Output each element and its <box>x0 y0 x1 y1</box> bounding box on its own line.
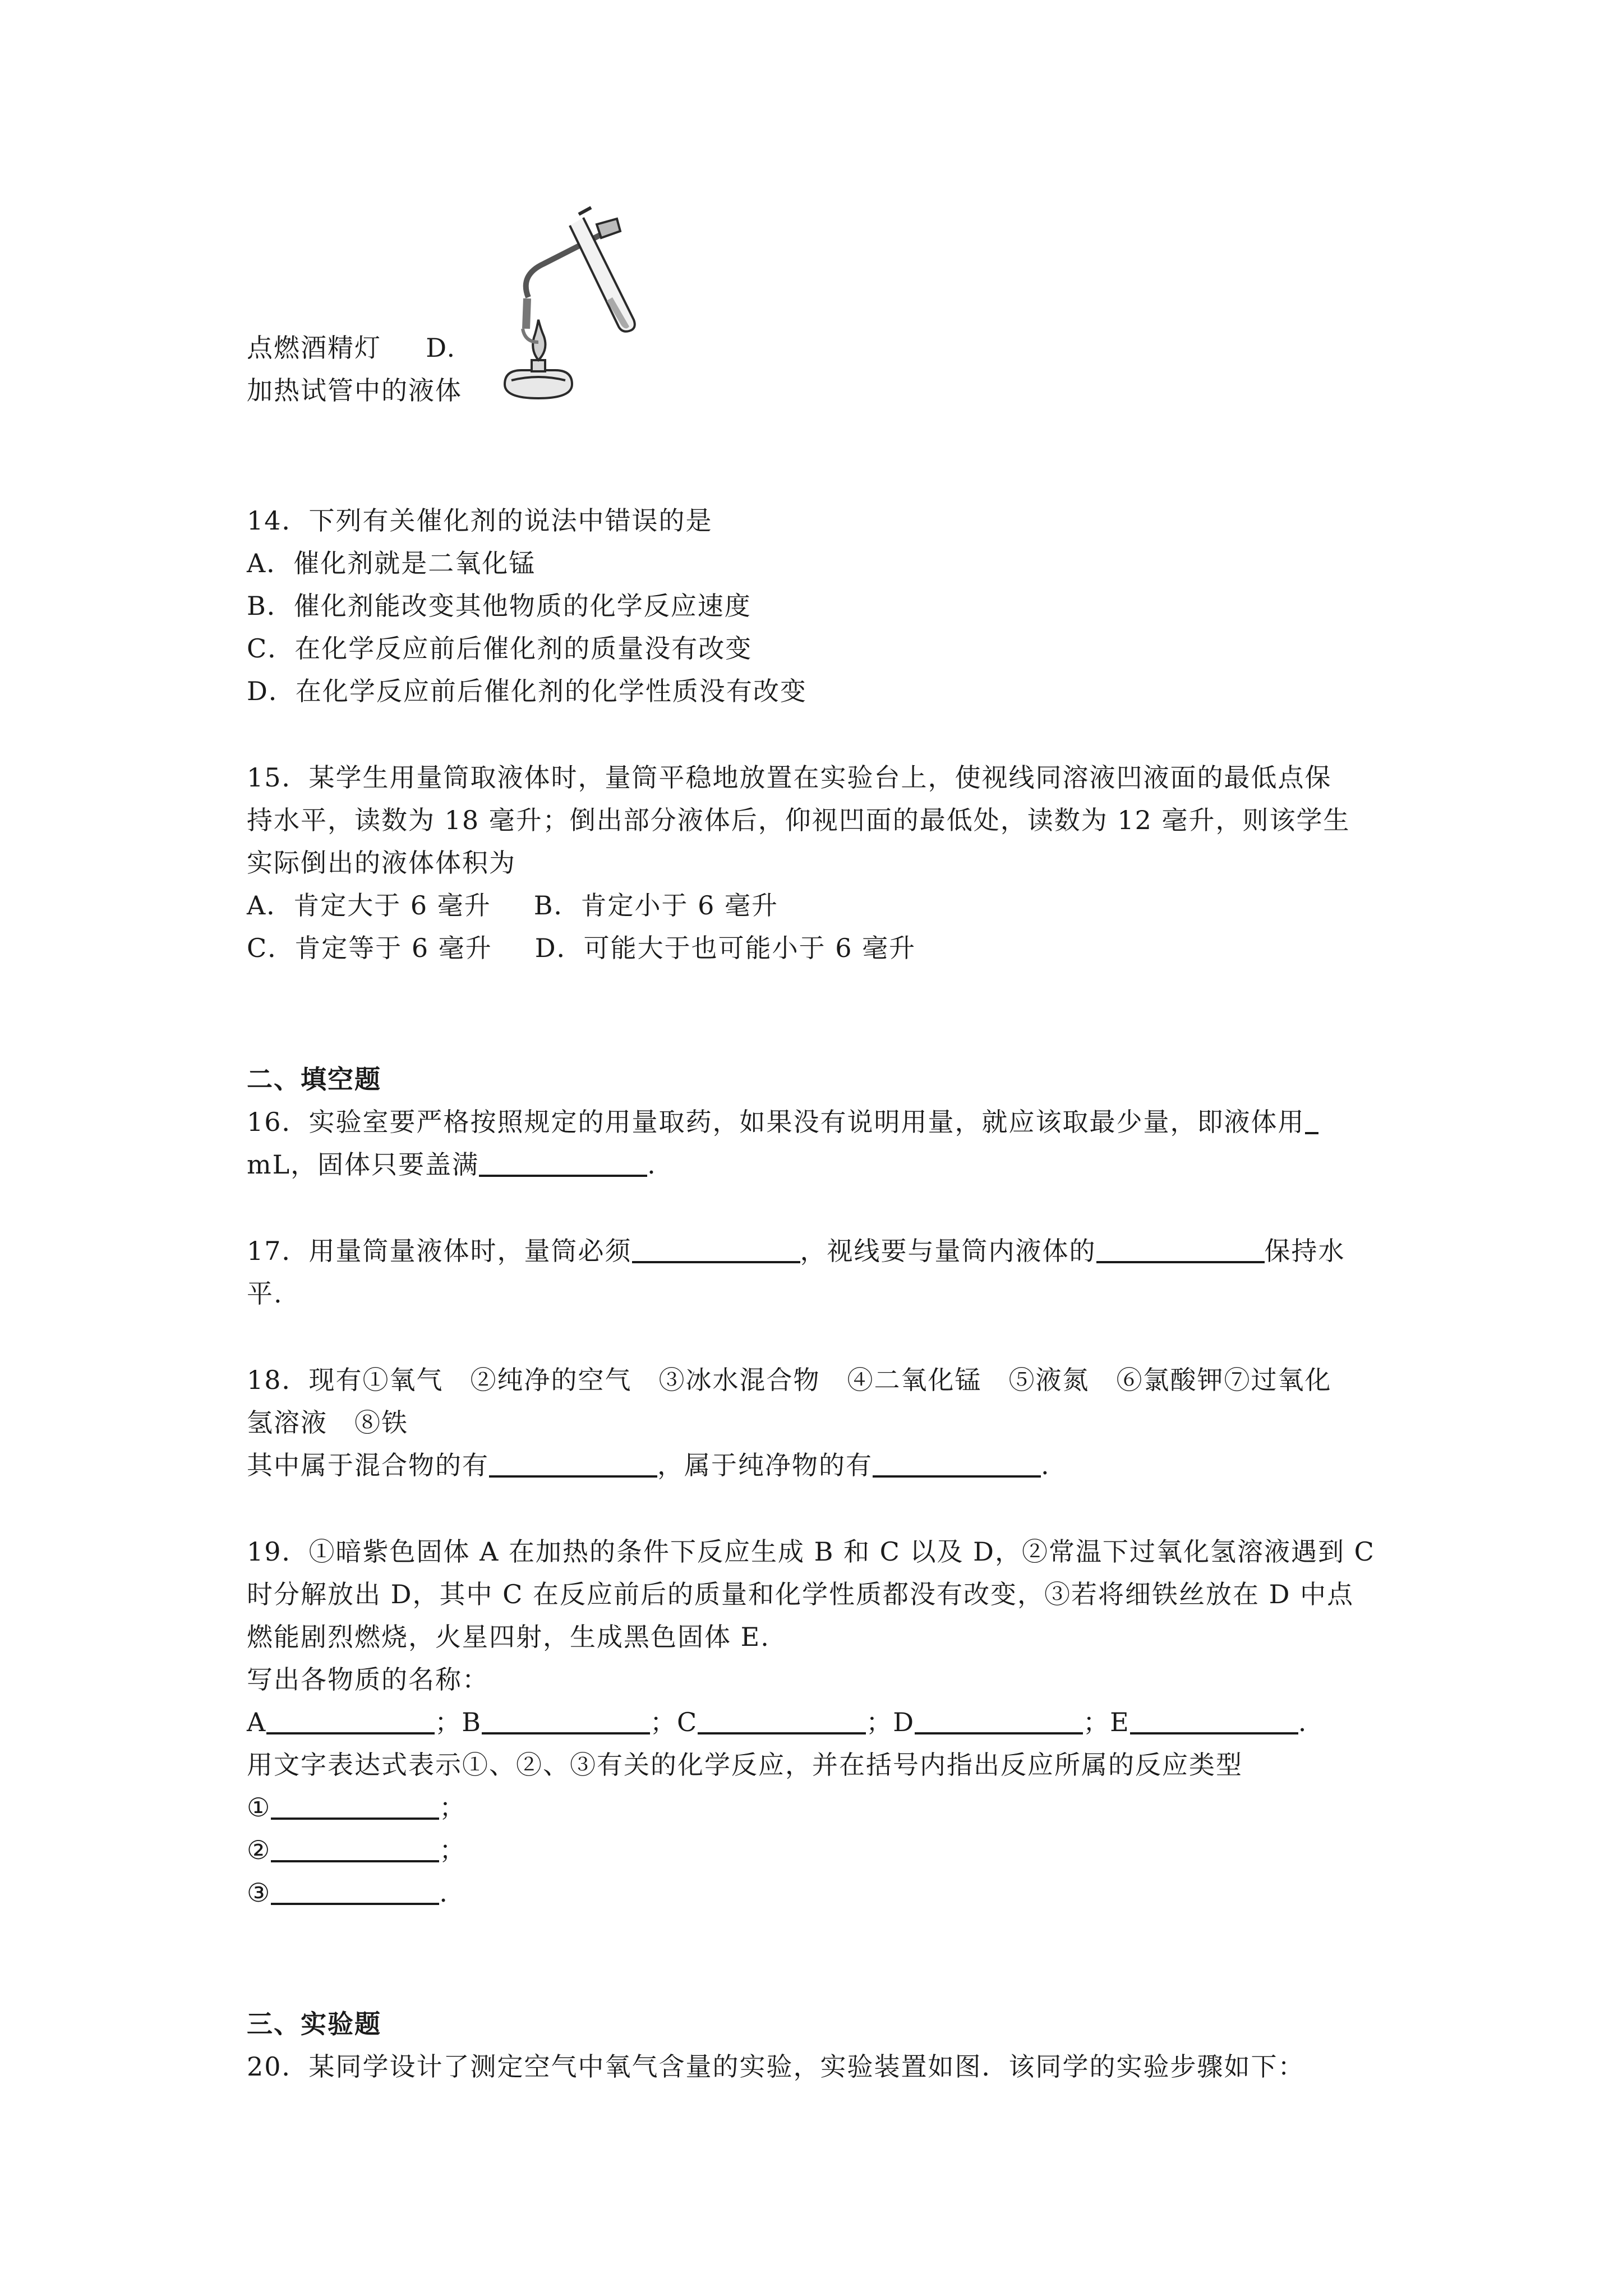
q16-blank-2[interactable] <box>479 1149 647 1177</box>
q17-blank-1[interactable] <box>632 1235 800 1263</box>
q16-text-2: mL，固体只要盖满 <box>247 1149 479 1180</box>
q19-eq-2 <box>247 1833 466 1867</box>
q15-stem-line2: 持水平，读数为 18 毫升；倒出部分液体后，仰视凹面的最低处，读数为 12 毫升，则该学生 <box>247 805 1350 835</box>
q14-option-b: B．催化剂能改变其他物质的化学反应速度 <box>247 591 751 621</box>
q19-names-line <box>247 1705 1307 1739</box>
q19-names-end: . <box>1298 1707 1308 1737</box>
q16-line1 <box>247 1105 1318 1139</box>
q18-text-2: ，属于纯净物的有 <box>657 1450 873 1480</box>
q18-line3 <box>247 1448 1050 1482</box>
q15-options-row1 <box>247 889 778 922</box>
q14-option-d: D．在化学反应前后催化剂的化学性质没有改变 <box>247 676 807 706</box>
q17-text-3: 保持水 <box>1264 1236 1345 1266</box>
q15-option-b: B．肯定小于 6 毫升 <box>533 890 779 921</box>
q19-eq-1 <box>247 1791 466 1824</box>
q15-stem-line1: 15．某学生用量筒取液体时，量筒平稳地放置在实验台上，使视线同溶液凹液面的最低点保 <box>247 762 1332 793</box>
q16-text-1: 16．实验室要严格按照规定的用量取药，如果没有说明用量，就应该取最少量，即液体用 <box>247 1107 1305 1137</box>
q19-name-d-label: ；D <box>866 1707 915 1737</box>
section-3-title: 三、实验题 <box>247 2009 381 2039</box>
q19-blank-d[interactable] <box>915 1706 1083 1734</box>
q13-option-c-line <box>247 331 456 365</box>
q15-option-d: D．可能大于也可能小于 6 毫升 <box>534 933 916 963</box>
q19-eq-1-mark: ① <box>247 1792 271 1823</box>
q19-eq-2-end: ； <box>439 1835 467 1865</box>
test-tube-heating-figure <box>471 202 656 404</box>
q18-text-1: 其中属于混合物的有 <box>247 1450 489 1480</box>
q19-eq-3 <box>247 1876 449 1910</box>
q16-line2 <box>247 1148 657 1181</box>
q19-eq-1-end: ； <box>439 1792 467 1823</box>
q19-blank-c[interactable] <box>698 1706 866 1734</box>
q13-option-d-label: D. <box>426 333 457 363</box>
q14-stem: 14．下列有关催化剂的说法中错误的是 <box>247 505 713 536</box>
q14-option-a: A．催化剂就是二氧化锰 <box>247 548 536 578</box>
q19-eq-3-blank[interactable] <box>271 1877 439 1905</box>
q17-line2: 平. <box>247 1278 283 1309</box>
q19-name-a-label: A <box>247 1707 267 1737</box>
q19-eq-2-blank[interactable] <box>271 1834 439 1862</box>
q15-options-row2 <box>247 931 916 965</box>
q17-text-1: 17．用量筒量液体时，量筒必须 <box>247 1236 632 1266</box>
q16-end: . <box>647 1149 657 1180</box>
q19-eq-3-mark: ③ <box>247 1878 271 1908</box>
q17-line1 <box>247 1234 1345 1268</box>
q18-blank-mixtures[interactable] <box>489 1450 657 1478</box>
q13-option-c-text: 点燃酒精灯 <box>247 333 381 363</box>
q16-blank-1[interactable] <box>1305 1106 1318 1134</box>
q13-option-d-text: 加热试管中的液体 <box>247 375 462 406</box>
q20-line1: 20．某同学设计了测定空气中氧气含量的实验，实验装置如图．该同学的实验步骤如下： <box>247 2051 1305 2082</box>
q17-text-2: ，视线要与量筒内液体的 <box>800 1236 1096 1266</box>
q19-line6: 用文字表达式表示①、②、③有关的化学反应，并在括号内指出反应所属的反应类型 <box>247 1750 1243 1780</box>
q19-eq-2-mark: ② <box>247 1835 271 1865</box>
q19-blank-a[interactable] <box>266 1706 435 1734</box>
q18-blank-pure[interactable] <box>873 1450 1041 1478</box>
q19-name-c-label: ；C <box>650 1707 698 1737</box>
q15-stem-line3: 实际倒出的液体体积为 <box>247 848 516 878</box>
q14-option-c: C．在化学反应前后催化剂的质量没有改变 <box>247 633 753 664</box>
section-2-title: 二、填空题 <box>247 1064 381 1094</box>
q19-line3: 燃能剧烈燃烧，火星四射，生成黑色固体 E. <box>247 1622 770 1652</box>
q15-option-c: C．肯定等于 6 毫升 <box>247 933 492 963</box>
q19-eq-3-end: . <box>439 1878 449 1908</box>
q19-name-b-label: ；B <box>435 1707 482 1737</box>
q19-line2: 时分解放出 D，其中 C 在反应前后的质量和化学性质都没有改变，③若将细铁丝放在 D 中点 <box>247 1579 1354 1609</box>
q18-line1: 18．现有①氧气 ②纯净的空气 ③冰水混合物 ④二氧化锰 ⑤液氮 ⑥氯酸钾⑦过氧化 <box>247 1365 1332 1395</box>
q19-name-e-label: ；E <box>1083 1707 1130 1737</box>
q17-blank-2[interactable] <box>1096 1235 1265 1263</box>
q15-option-a: A．肯定大于 6 毫升 <box>247 890 491 921</box>
q19-line4: 写出各物质的名称： <box>247 1664 489 1695</box>
q18-line2: 氢溶液 ⑧铁 <box>247 1407 408 1438</box>
q18-end: . <box>1041 1450 1050 1480</box>
q19-blank-b[interactable] <box>482 1706 650 1734</box>
q19-line1: 19．①暗紫色固体 A 在加热的条件下反应生成 B 和 C 以及 D，②常温下过氧化氢溶液遇到 C <box>247 1536 1375 1567</box>
q19-blank-e[interactable] <box>1130 1706 1298 1734</box>
q19-eq-1-blank[interactable] <box>271 1792 439 1820</box>
